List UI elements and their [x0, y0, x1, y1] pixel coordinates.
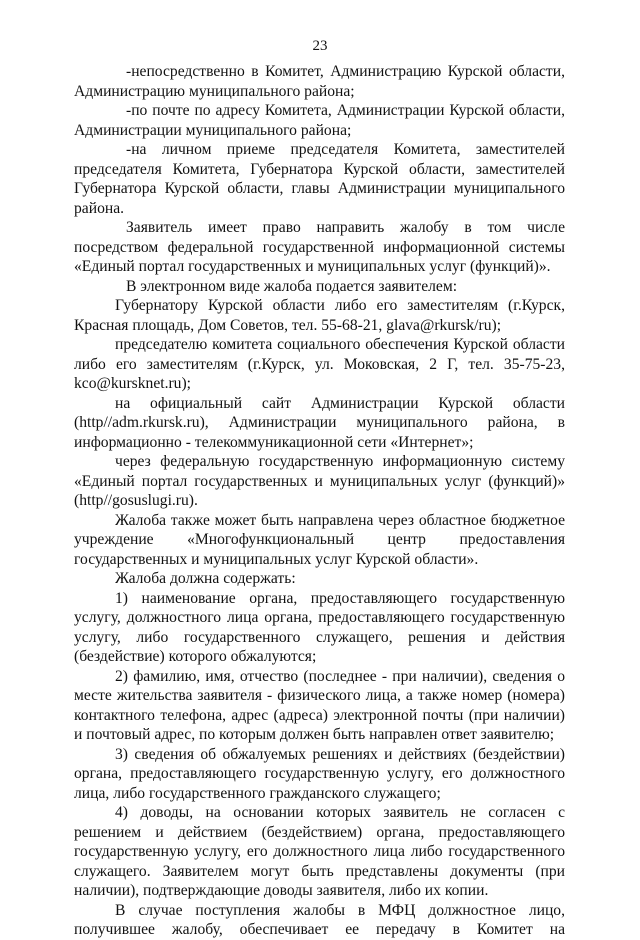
paragraph: -на личном приеме председателя Комитета, заместителей председателя Комитета, Губернатора Курской области, заместителей Губернатора Курской области, главы Администрации муниципального района.: [74, 141, 565, 217]
paragraph: 2) фамилию, имя, отчество (последнее - при наличии), сведения о месте жительства заявителя - физического лица, а также номер (номера) контактного телефона, адрес (адреса) электронной почты (при наличии) и почтовый адрес, по которым должен быть направлен ответ заявителю;: [74, 667, 565, 743]
paragraph: Жалоба должна содержать:: [115, 570, 296, 587]
paragraph: через федеральную государственную информационную систему «Единый портал государственных и муниципальных услуг (функций)» (http//gosuslugi.ru).: [74, 453, 565, 509]
paragraph: Заявитель имеет право направить жалобу в том числе посредством федеральной государственной информационной системы «Единый портал государственных и муниципальных услуг (функций)».: [74, 219, 565, 275]
paragraph: Жалоба также может быть направлена через областное бюджетное учреждение «Многофункциональный центр предоставления государственных и муниципальных услуг Курской области».: [74, 511, 565, 568]
paragraph: В случае поступления жалобы в МФЦ должностное лицо, получившее жалобу, обеспечивает ее передачу в Комитет на: [74, 901, 565, 938]
paragraph: председателю комитета социального обеспечения Курской области либо его заместителям (г.Курск, ул. Моковская, 2 Г, тел. 35-75-23, kco@kursknet.ru);: [74, 336, 565, 392]
paragraph: В электронном виде жалоба подается заявителем:: [126, 277, 458, 295]
paragraph: 1) наименование органа, предоставляющего государственную услугу, должностного лица органа, предоставляющего государственную услугу, либо государственного служащего, решения и действия (бездействие) которого обжалуются;: [74, 589, 565, 665]
paragraph: -по почте по адресу Комитета, Администрации Курской области, Администрации муниципального района;: [74, 102, 565, 139]
paragraph: на официальный сайт Администрации Курской области (http//adm.rkursk.ru), Администрации муниципального района, в информационно - телекоммуникационной сети «Интернет»;: [74, 394, 565, 451]
paragraph: 4) доводы, на основании которых заявитель не согласен с решением и действием (бездействием) органа, предоставляющего государственную услугу, его должностного лица либо государственного служащего. Заявителем могут быть представлены документы (при наличии), подтверждающие доводы заявителя, либо их копии.: [74, 804, 565, 899]
paragraph: 3) сведения об обжалуемых решениях и действиях (бездействии) органа, предоставляющего государственную услугу, его должностного лица, либо государственного гражданского служащего;: [74, 745, 565, 802]
page-number: 23: [312, 38, 328, 54]
paragraph: Губернатору Курской области либо его заместителям (г.Курск, Красная площадь, Дом Советов, тел. 55-68-21, glava@rkursk/ru);: [74, 297, 565, 334]
document-body: [74, 62, 565, 940]
paragraph: -непосредственно в Комитет, Администрацию Курской области, Администрацию муниципального района;: [74, 63, 565, 100]
